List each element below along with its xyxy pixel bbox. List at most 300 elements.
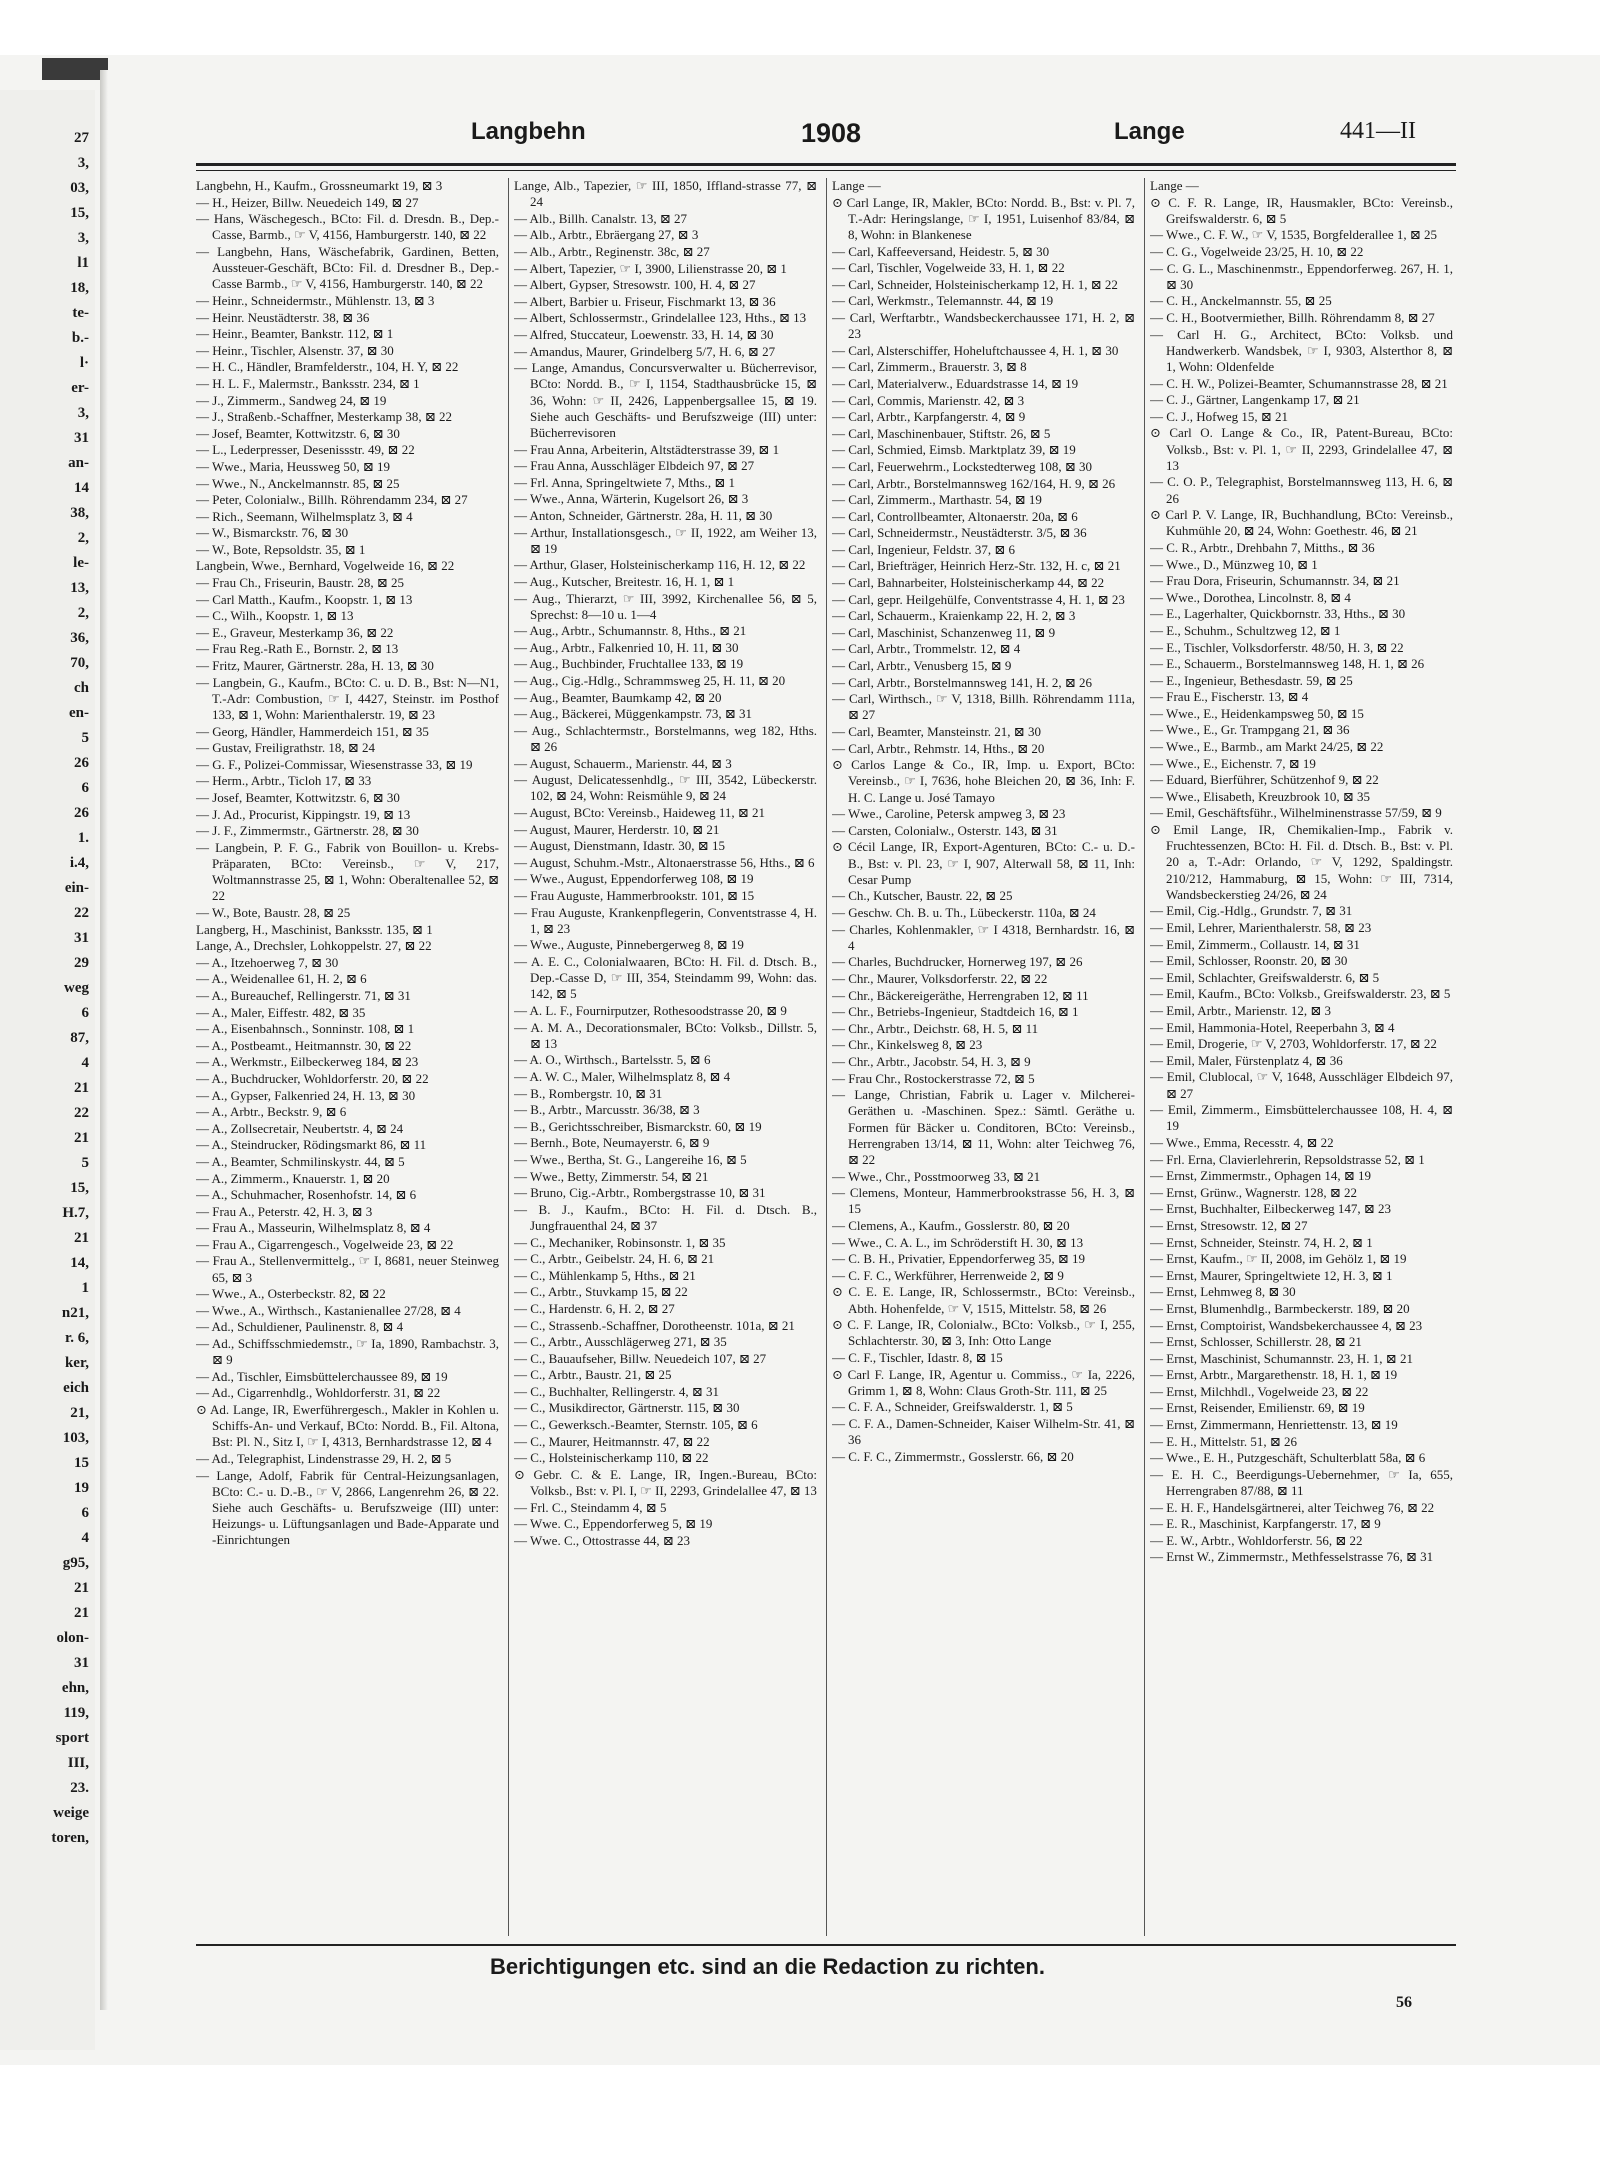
directory-entry: Langberg, H., Maschinist, Banksstr. 135, ⊠ 1 <box>196 921 433 937</box>
directory-entry: — A., Steindrucker, Rödingsmarkt 86, ⊠ 11 <box>196 1137 427 1153</box>
directory-entry: — Heinr. Neustädterstr. 38, ⊠ 36 <box>196 309 370 325</box>
directory-entry: — Ernst, Milchhdl., Vogelweide 23, ⊠ 22 <box>1150 1383 1369 1399</box>
directory-entry: ⊙ Ad. Lange, IR, Ewerführergesch., Makler in Kohlen u. Schiffs-An- und Verkauf, BCto: Nordd. B., Fil. Altona, Bst: Pl. N., Sitz I, ☞ I, 4313, Bernhardstrasse 12, ⊠ 4 <box>196 1402 499 1450</box>
directory-entry: — Wwe., A., Osterbeckstr. 82, ⊠ 22 <box>196 1286 386 1302</box>
directory-entry: — A. E. C., Colonialwaaren, BCto: H. Fil. d. Dtsch. B., Dep.-Casse D, ☞ III, 354, Steindamm 99, Wohn: das. 142, ⊠ 5 <box>514 954 817 1002</box>
prev-page-fragment: olon- <box>56 1630 89 1646</box>
directory-entry: — Emil, Geschäftsführ., Wilhelminenstrasse 57/59, ⊠ 9 <box>1150 805 1442 821</box>
prev-page-fragment: ehn, <box>61 1680 89 1696</box>
prev-page-fragment: 31 <box>74 930 89 946</box>
prev-page-fragment: 4 <box>81 1530 89 1546</box>
directory-entry: — Wwe., Auguste, Pinnebergerweg 8, ⊠ 19 <box>514 937 744 953</box>
directory-entry: — Frau E., Fischerstr. 13, ⊠ 4 <box>1150 689 1309 705</box>
prev-page-fragment: 6 <box>81 1005 89 1021</box>
column-4 <box>1150 178 1453 1936</box>
directory-entry: — Charles, Kohlenmakler, ☞ I 4318, Bernhardstr. 16, ⊠ 4 <box>832 921 1135 953</box>
column-divider <box>1144 178 1145 1936</box>
directory-entry: — C. H. W., Polizei-Beamter, Schumannstrasse 28, ⊠ 21 <box>1150 375 1448 391</box>
directory-entry: — C., Holsteinischerkamp 110, ⊠ 22 <box>514 1450 709 1466</box>
directory-entry: — Ad., Schuldiener, Paulinenstr. 8, ⊠ 4 <box>196 1319 404 1335</box>
directory-entry: — Carl, Materialverw., Eduardstrasse 14, ⊠ 19 <box>832 375 1079 391</box>
directory-entry: — Frl. Anna, Springeltwiete 7, Mths., ⊠ 1 <box>514 474 736 490</box>
directory-entry: — Wwe., E., Barmb., am Markt 24/25, ⊠ 22 <box>1150 739 1384 755</box>
directory-entry: — Gustav, Freiligrathstr. 18, ⊠ 24 <box>196 740 376 756</box>
directory-entry: — C., Strassenb.-Schaffner, Dorotheenstr. 101a, ⊠ 21 <box>514 1317 795 1333</box>
column-divider <box>508 178 509 1936</box>
directory-entry: — A. L. F., Fournirputzer, Rothesoodstrasse 20, ⊠ 9 <box>514 1003 787 1018</box>
prev-page-fragment: 19 <box>74 1480 89 1496</box>
directory-entry: — A., Arbtr., Beckstr. 9, ⊠ 6 <box>196 1104 347 1120</box>
directory-entry: — Clemens, A., Kaufm., Gosslerstr. 80, ⊠ 20 <box>832 1217 1070 1233</box>
directory-entry: — Emil, Zimmerm., Collaustr. 14, ⊠ 31 <box>1150 936 1360 952</box>
directory-entry: — Carl, Arbtr., Borstelmannsweg 162/164, H. 9, ⊠ 26 <box>832 475 1116 491</box>
directory-entry: — Ernst, Zimmermann, Henriettenstr. 13, ⊠ 19 <box>1150 1417 1398 1433</box>
column-divider <box>826 178 827 1936</box>
directory-entry: — Frau Auguste, Hammerbrookstr. 101, ⊠ 15 <box>514 888 755 904</box>
directory-entry: — C. H., Anckelmannstr. 55, ⊠ 25 <box>1150 293 1332 309</box>
directory-entry: — Wwe., N., Anckelmannstr. 85, ⊠ 25 <box>196 475 400 491</box>
directory-entry: — Emil, Cig.-Hdlg., Grundstr. 7, ⊠ 31 <box>1150 903 1353 919</box>
directory-entry: — C., Buchhalter, Rellingerstr. 4, ⊠ 31 <box>514 1383 719 1399</box>
directory-entry: — Carl, Briefträger, Heinrich Herz-Str. 132, H. c, ⊠ 21 <box>832 558 1121 574</box>
directory-entry: — Ernst W., Zimmermstr., Methfesselstrasse 76, ⊠ 31 <box>1150 1549 1434 1565</box>
directory-entry: — Emil, Schlachter, Greifswalderstr. 6, ⊠ 5 <box>1150 969 1380 985</box>
directory-entry: — C., Mechaniker, Robinsonstr. 1, ⊠ 35 <box>514 1234 726 1250</box>
directory-entry: — Langbein, G., Kaufm., BCto: C. u. D. B., Bst: N—N1, T.-Adr: Combustion, ☞ I, 4427, Steinstr. im Posthof 133, ⊠ 1, Wohn: Marienthalerstr. 19, ⊠ 23 <box>196 674 499 723</box>
prev-page-fragment: 31 <box>74 1655 89 1671</box>
directory-entry: — H., Heizer, Billw. Neuedeich 149, ⊠ 27 <box>196 194 419 210</box>
prev-page-fragment: 31 <box>74 430 89 446</box>
prev-page-fragment: 14 <box>74 480 89 496</box>
directory-entry: — Carl, Wirthsch., ☞ V, 1318, Billh. Röhrendamm 111a, ⊠ 27 <box>832 691 1135 723</box>
column-3 <box>832 178 1135 1936</box>
column-1 <box>196 178 499 1936</box>
directory-entry: — Albert, Schlossermstr., Grindelallee 123, Hths., ⊠ 13 <box>514 310 807 326</box>
directory-entry: — Carl, Arbtr., Trommelstr. 12, ⊠ 4 <box>832 641 1021 657</box>
directory-entry: — Carl, Schmied, Eimsb. Marktplatz 39, ⊠ 19 <box>832 442 1076 458</box>
directory-entry: — Alb., Arbtr., Ebräergang 27, ⊠ 3 <box>514 227 699 243</box>
prev-page-fragment: 26 <box>74 805 89 821</box>
directory-entry: — Peter, Colonialw., Billh. Röhrendamm 234, ⊠ 27 <box>196 492 468 508</box>
prev-page-fragment: 15, <box>70 1180 89 1196</box>
header-rule-thin <box>196 170 1456 171</box>
directory-entry: — Frl. C., Steindamm 4, ⊠ 5 <box>514 1499 667 1515</box>
directory-entry: — Carl, Feuerwehrm., Lockstedterweg 108, ⊠ 30 <box>832 458 1092 474</box>
directory-entry: — Wwe., C. F. W., ☞ V, 1535, Borgfelderallee 1, ⊠ 25 <box>1150 227 1438 243</box>
directory-entry: — C. O. P., Telegraphist, Borstelmannsweg 113, H. 6, ⊠ 26 <box>1150 474 1453 506</box>
directory-entry: — Aug., Thierarzt, ☞ III, 3992, Kirchenallee 56, ⊠ 5, Sprechst: 8—10 u. 1—4 <box>514 590 817 622</box>
directory-entry: — B., Gerichtsschreiber, Bismarckstr. 60, ⊠ 19 <box>514 1118 762 1134</box>
directory-entry: — Carl, Werftarbtr., Wandsbeckerchaussee 171, H. 2, ⊠ 23 <box>832 309 1135 342</box>
directory-entry: — Ernst, Reisender, Emilienstr. 69, ⊠ 19 <box>1150 1400 1365 1416</box>
directory-entry: — Ernst, Maurer, Springeltwiete 12, H. 3, ⊠ 1 <box>1150 1267 1393 1283</box>
prev-page-fragment: weige <box>53 1805 89 1821</box>
directory-entry: — A., Weidenallee 61, H. 2, ⊠ 6 <box>196 971 367 987</box>
directory-entry: — Frau Reg.-Rath E., Bornstr. 2, ⊠ 13 <box>196 641 399 657</box>
directory-entry: — Wwe., Caroline, Petersk ampweg 3, ⊠ 23 <box>832 806 1066 822</box>
scan-tab-marker <box>42 58 108 80</box>
directory-entry: — A., Werkmstr., Eilbeckerweg 184, ⊠ 23 <box>196 1054 419 1070</box>
directory-entry: ⊙ C. F. R. Lange, IR, Hausmakler, BCto: Vereinsb., Greifswalderstr. 6, ⊠ 5 <box>1150 194 1453 226</box>
directory-entry: ⊙ Gebr. C. & E. Lange, IR, Ingen.-Bureau, BCto: Volksb., Bst: v. Pl. I, ☞ II, 2293, Grindelallee 47, ⊠ 13 <box>514 1466 817 1499</box>
directory-entry: — Frau A., Masseurin, Wilhelmsplatz 8, ⊠ 4 <box>196 1220 431 1236</box>
prev-page-fragment: r. 6, <box>64 1330 89 1346</box>
directory-entry: — Ernst, Schneider, Steinstr. 74, H. 2, ⊠ 1 <box>1150 1234 1373 1250</box>
directory-entry: — Wwe., Elisabeth, Kreuzbrook 10, ⊠ 35 <box>1150 788 1371 804</box>
directory-entry: — E. W., Arbtr., Wohldorferstr. 56, ⊠ 22 <box>1150 1532 1363 1548</box>
directory-entry: — B., Rombergstr. 10, ⊠ 31 <box>514 1085 663 1101</box>
prev-page-fragment: 22 <box>74 905 89 921</box>
directory-entry: — Amandus, Maurer, Grindelberg 5/7, H. 6, ⊠ 27 <box>514 343 776 359</box>
directory-page <box>196 108 1456 2011</box>
directory-entry: — Bruno, Cig.-Arbtr., Rombergstrasse 10, ⊠ 31 <box>514 1185 766 1201</box>
directory-entry: — Aug., Kutscher, Breitestr. 16, H. 1, ⊠ 1 <box>514 573 735 589</box>
directory-entry: — G. F., Polizei-Commissar, Wiesenstrasse 33, ⊠ 19 <box>196 756 473 772</box>
prev-page-fragment: 21 <box>74 1580 89 1596</box>
prev-page-fragment: 103, <box>62 1430 89 1446</box>
prev-page-fragment: 15 <box>74 1455 89 1471</box>
prev-page-fragment: 23. <box>70 1780 89 1796</box>
directory-entry: — Fritz, Maurer, Gärtnerstr. 28a, H. 13, ⊠ 30 <box>196 658 434 674</box>
prev-page-fragment: 2, <box>77 605 89 621</box>
prev-page-fragment: le- <box>73 555 89 571</box>
directory-entry: — Ad., Schiffsschmiedemstr., ☞ Ia, 1890, Rambachstr. 3, ⊠ 9 <box>196 1336 499 1368</box>
directory-entry: — Frau A., Peterstr. 42, H. 3, ⊠ 3 <box>196 1203 373 1219</box>
directory-entry: — L., Lederpresser, Desenissstr. 49, ⊠ 22 <box>196 442 415 458</box>
directory-entry: — E., Schuhm., Schultzweg 12, ⊠ 1 <box>1150 622 1341 638</box>
directory-entry: — A., Zollsecretair, Neubertstr. 4, ⊠ 24 <box>196 1120 404 1136</box>
directory-entry: — Frau Auguste, Krankenpflegerin, Conventstrasse 4, H. 1, ⊠ 23 <box>514 904 817 936</box>
directory-entry: — Carl, Bahnarbeiter, Holsteinischerkamp 44, ⊠ 22 <box>832 575 1105 591</box>
directory-entry: ⊙ Carl Lange, IR, Makler, BCto: Nordd. B., Bst: v. Pl. 7, T.-Adr: Heringslange, ☞ I, 1951, Luisenhof 83/84, ⊠ 8, Wohn: in Blankenese <box>832 194 1135 242</box>
directory-entry: — Ernst, Blumenhdlg., Barmbeckerstr. 189, ⊠ 20 <box>1150 1300 1410 1316</box>
prev-page-fragment: 18, <box>70 280 89 296</box>
directory-entry: — C. H., Bootvermiether, Billh. Röhrendamm 8, ⊠ 27 <box>1150 309 1435 325</box>
page-number: 56 <box>1396 1994 1412 2011</box>
directory-entry: — Chr., Kinkelsweg 8, ⊠ 23 <box>832 1037 983 1053</box>
directory-entry: — Bernh., Bote, Neumayerstr. 6, ⊠ 9 <box>514 1135 710 1151</box>
directory-entry: — Emil, Maler, Fürstenplatz 4, ⊠ 36 <box>1150 1052 1343 1068</box>
directory-entry: — C. F. A., Damen-Schneider, Kaiser Wilhelm-Str. 41, ⊠ 36 <box>832 1415 1135 1448</box>
prev-page-fragment: 21 <box>74 1230 89 1246</box>
directory-entry: — C. G., Vogelweide 23/25, H. 10, ⊠ 22 <box>1150 243 1364 259</box>
footer-rule <box>196 1944 1456 1946</box>
directory-entry: — A., Beamter, Schmilinskystr. 44, ⊠ 5 <box>196 1153 405 1169</box>
directory-entry: — E., Tischler, Volksdorferstr. 48/50, H. 3, ⊠ 22 <box>1150 639 1404 655</box>
directory-entry: — Carl, Controllbeamter, Altonaerstr. 20a, ⊠ 6 <box>832 508 1078 524</box>
directory-entry: — C., Mühlenkamp 5, Hths., ⊠ 21 <box>514 1267 696 1283</box>
directory-entry: — Heinr., Beamter, Bankstr. 112, ⊠ 1 <box>196 326 394 342</box>
directory-entry: — A. W. C., Maler, Wilhelmsplatz 8, ⊠ 4 <box>514 1068 731 1084</box>
directory-entry: — C. F. C., Werkführer, Herrenweide 2, ⊠ 9 <box>832 1267 1064 1283</box>
directory-entry: — Wwe., E., Gr. Trampgang 21, ⊠ 36 <box>1150 722 1350 738</box>
directory-entry: — Langbehn, Hans, Wäschefabrik, Gardinen, Betten, Aussteuer-Geschäft, BCto: Fil. d. Dresdner B., Dep.-Casse Barmb., ☞ V, 4156, Hamburgerstr. 140, ⊠ 22 <box>196 243 499 292</box>
directory-entry: — C., Arbtr., Baustr. 21, ⊠ 25 <box>514 1367 672 1383</box>
prev-page-fragment: i.4, <box>69 855 89 871</box>
directory-entry: — Arthur, Installationsgesch., ☞ II, 1922, am Weiher 13, ⊠ 19 <box>514 524 817 556</box>
directory-entry: — Wwe., Anna, Wärterin, Kugelsort 26, ⊠ 3 <box>514 491 749 507</box>
directory-entry: ⊙ Emil Lange, IR, Chemikalien-Imp., Fabrik v. Fruchtessenzen, BCto: H. Fil. d. Dtsch. B., Bst: v. Pl. 20 a, T.-Adr: Orlando, ☞ V, 1292, Spaldingstr. 210/212, Hammaburg, ⊠ 15, Wohn: ☞ III, 7314, Wandsbeckerstieg 24/26, ⊠ 24 <box>1150 822 1453 902</box>
prev-page-fragment: l· <box>79 355 89 371</box>
directory-entry: — J., Zimmerm., Sandweg 24, ⊠ 19 <box>196 392 387 408</box>
directory-entry: — Emil, Lehrer, Marienthalerstr. 58, ⊠ 23 <box>1150 920 1372 936</box>
directory-entry: — Wwe., Chr., Posstmoorweg 33, ⊠ 21 <box>832 1168 1041 1184</box>
directory-entry: — Carl, Arbtr., Borstelmannsweg 141, H. 2, ⊠ 26 <box>832 674 1093 690</box>
header-year: 1908 <box>801 118 862 148</box>
directory-entry: — Emil, Hammonia-Hotel, Reeperbahn 3, ⊠ 4 <box>1150 1019 1395 1035</box>
prev-page-fragment: ein- <box>64 880 89 896</box>
directory-entry: — Wwe., Emma, Recesstr. 4, ⊠ 22 <box>1150 1134 1334 1150</box>
directory-entry: — C. R., Arbtr., Drehbahn 7, Mitths., ⊠ 36 <box>1150 539 1375 555</box>
directory-entry: ⊙ Cécil Lange, IR, Export-Agenturen, BCto: C.- u. D.-B., Bst: v. Pl. 23, ☞ I, 907, Alterwall 58, ⊠ 11, Inh: Cesar Pump <box>832 839 1135 887</box>
directory-entry: — Chr., Maurer, Volksdorferstr. 22, ⊠ 22 <box>832 970 1048 986</box>
directory-entry: — Aug., Bäckerei, Müggenkampstr. 73, ⊠ 31 <box>514 706 752 722</box>
directory-entry: — August, Schuhm.-Mstr., Altonaerstrasse 56, Hths., ⊠ 6 <box>514 854 815 870</box>
prev-page-fragment: b.- <box>71 330 89 346</box>
directory-entry: ⊙ Carl F. Lange, IR, Agentur u. Commiss., ☞ Ia, 2226, Grimm 1, ⊠ 8, Wohn: Claus Groth-Str. 111, ⊠ 25 <box>832 1366 1135 1398</box>
directory-entry: — August, Dienstmann, Idastr. 30, ⊠ 15 <box>514 838 725 854</box>
directory-entry: — Anton, Schneider, Gärtnerstr. 28a, H. 11, ⊠ 30 <box>514 507 773 523</box>
directory-entry: Lange, Alb., Tapezier, ☞ III, 1850, Iffland-strasse 77, ⊠ 24 <box>514 178 817 210</box>
prev-page-fragment: 29 <box>74 955 89 971</box>
directory-entry: ⊙ Carl P. V. Lange, IR, Buchhandlung, BCto: Vereinsb., Kuhmühle 20, ⊠ 24, Wohn: Goethestr. 46, ⊠ 21 <box>1150 507 1453 539</box>
directory-entry: — Wwe., Betty, Zimmerstr. 54, ⊠ 21 <box>514 1168 709 1184</box>
directory-entry: — H. C., Händler, Bramfelderstr., 104, H. Y, ⊠ 22 <box>196 359 459 375</box>
prev-page-fragment: 36, <box>70 630 89 646</box>
directory-entry: — Ernst, Comptoirist, Wandsbekerchaussee 4, ⊠ 23 <box>1150 1317 1423 1333</box>
directory-entry: — J., Straßenb.-Schaffner, Mesterkamp 38, ⊠ 22 <box>196 409 452 425</box>
prev-page-fragment: 2, <box>77 530 89 546</box>
directory-entry: — Wwe., E. H., Putzgeschäft, Schulterblatt 58a, ⊠ 6 <box>1150 1450 1426 1466</box>
directory-entry: — E. H. C., Beerdigungs-Uebernehmer, ☞ Ia, 655, Herrengraben 87/88, ⊠ 11 <box>1150 1466 1453 1499</box>
directory-entry: — Ernst, Maschinist, Schumannstr. 23, H. 1, ⊠ 21 <box>1150 1350 1413 1366</box>
directory-entry: — Wwe., Bertha, St. G., Langereihe 16, ⊠ 5 <box>514 1151 747 1167</box>
directory-entry: — C. B. H., Privatier, Eppendorferweg 35, ⊠ 19 <box>832 1251 1085 1267</box>
prev-page-fragment: 21 <box>74 1080 89 1096</box>
directory-entry: — A., Postbeamt., Heitmannstr. 30, ⊠ 22 <box>196 1037 412 1053</box>
directory-entry: — Chr., Betriebs-Ingenieur, Stadtdeich 16, ⊠ 1 <box>832 1004 1079 1020</box>
prev-page-fragment: 21 <box>74 1130 89 1146</box>
prev-page-fragment: 26 <box>74 755 89 771</box>
column-2 <box>514 178 817 1936</box>
prev-page-fragment: 27 <box>74 130 89 146</box>
prev-page-fragment: an- <box>68 455 89 471</box>
directory-entry: — Ernst, Lehmweg 8, ⊠ 30 <box>1150 1284 1296 1300</box>
prev-page-fragment: ker, <box>64 1355 89 1371</box>
directory-entry: — A., Schuhmacher, Rosenhofstr. 14, ⊠ 6 <box>196 1187 417 1203</box>
directory-entry: — C. F., Tischler, Idastr. 8, ⊠ 15 <box>832 1349 1003 1365</box>
directory-entry: — August, Maurer, Herderstr. 10, ⊠ 21 <box>514 821 720 837</box>
directory-entry: — Wwe., Maria, Heussweg 50, ⊠ 19 <box>196 458 391 474</box>
directory-entry: Langbehn, H., Kaufm., Grossneumarkt 19, ⊠ 3 <box>196 178 443 193</box>
prev-page-fragment: 3, <box>77 230 89 246</box>
directory-entry: — Aug., Schlachtermstr., Borstelmanns, weg 182, Hths. ⊠ 26 <box>514 722 817 755</box>
directory-entry: — E. R., Maschinist, Karpfangerstr. 17, ⊠ 9 <box>1150 1516 1381 1532</box>
directory-entry: — C., Arbtr., Geibelstr. 24, H. 6, ⊠ 21 <box>514 1251 715 1267</box>
directory-entry: — B., Arbtr., Marcusstr. 36/38, ⊠ 3 <box>514 1102 700 1118</box>
prev-page-fragment: 5 <box>81 730 89 746</box>
directory-entry: — E., Lagerhalter, Quickbornstr. 33, Hths., ⊠ 30 <box>1150 606 1406 622</box>
directory-entry: — Herm., Arbtr., Ticloh 17, ⊠ 33 <box>196 773 372 789</box>
directory-entry: — Carl, Werkmstr., Telemannstr. 44, ⊠ 19 <box>832 293 1054 309</box>
prev-page-fragment: 87, <box>70 1030 89 1046</box>
directory-entry: — Ad., Telegraphist, Lindenstrasse 29, H. 2, ⊠ 5 <box>196 1451 452 1467</box>
page-header <box>196 108 1456 153</box>
directory-entry: — C., Arbtr., Ausschlägerweg 271, ⊠ 35 <box>514 1334 727 1350</box>
directory-entry: — A., Gypser, Falkenried 24, H. 13, ⊠ 30 <box>196 1087 416 1103</box>
directory-entry: — C., Wilh., Koopstr. 1, ⊠ 13 <box>196 608 354 624</box>
directory-entry: — Eduard, Bierführer, Schützenhof 9, ⊠ 22 <box>1150 772 1379 788</box>
directory-entry: — Carl, Tischler, Vogelweide 33, H. 1, ⊠ 22 <box>832 260 1065 276</box>
directory-entry: — C., Arbtr., Stuvkamp 15, ⊠ 22 <box>514 1284 688 1300</box>
prev-page-fragment: III, <box>67 1755 89 1771</box>
directory-entry: — Carl, gepr. Heilgehülfe, Conventstrasse 4, H. 1, ⊠ 23 <box>832 591 1125 607</box>
directory-entry: — Ernst, Buchhalter, Eilbeckerweg 147, ⊠ 23 <box>1150 1201 1392 1217</box>
directory-entry: — Carl, Maschinist, Schanzenweg 11, ⊠ 9 <box>832 624 1056 640</box>
prev-page-fragment: 3, <box>77 155 89 171</box>
header-left-name: Langbehn <box>471 118 586 145</box>
directory-entry: — E., Schauerm., Borstelmannsweg 148, H. 1, ⊠ 26 <box>1150 656 1425 672</box>
prev-page-fragment: en- <box>69 705 89 721</box>
directory-entry: — Wwe. C., Eppendorferweg 5, ⊠ 19 <box>514 1516 713 1532</box>
prev-page-fragment: eich <box>63 1380 89 1396</box>
header-page-number: 441—II <box>1340 118 1416 144</box>
directory-entry: — Frau Chr., Rostockerstrasse 72, ⊠ 5 <box>832 1070 1035 1086</box>
directory-entry: — Carl, Zimmerm., Brauerstr. 3, ⊠ 8 <box>832 359 1027 375</box>
directory-entry: — Carl, Commis, Marienstr. 42, ⊠ 3 <box>832 392 1025 408</box>
directory-entry: — E., Graveur, Mesterkamp 36, ⊠ 22 <box>196 624 394 640</box>
directory-entry: — Carl, Schneider, Holsteinischerkamp 12, H. 1, ⊠ 22 <box>832 276 1118 292</box>
directory-entry: — B. J., Kaufm., BCto: H. Fil. d. Dtsch. B., Jungfrauenthal 24, ⊠ 37 <box>514 1201 817 1233</box>
prev-page-fragment: 03, <box>70 180 89 196</box>
directory-entry: — C. F. A., Schneider, Greifswalderstr. 1, ⊠ 5 <box>832 1399 1073 1415</box>
directory-entry: Lange — <box>1150 178 1199 193</box>
directory-entry: Lange, A., Drechsler, Lohkoppelstr. 27, ⊠ 22 <box>196 938 432 954</box>
directory-entry: — C., Hardenstr. 6, H. 2, ⊠ 27 <box>514 1300 675 1316</box>
directory-entry: — Wwe., A., Wirthsch., Kastanienallee 27/28, ⊠ 4 <box>196 1302 461 1318</box>
directory-entry: — Rich., Seemann, Wilhelmsplatz 3, ⊠ 4 <box>196 508 413 524</box>
directory-entry: — Carl H. G., Architect, BCto: Volksb. und Handwerkerb. Wandsbek, ☞ I, 9303, Alsterthor 8, ⊠ 1, Wohn: Oldenfelde <box>1150 326 1453 374</box>
directory-entry: — Emil, Arbtr., Marienstr. 12, ⊠ 3 <box>1150 1003 1331 1018</box>
directory-entry: — Frau Anna, Ausschläger Elbdeich 97, ⊠ 27 <box>514 458 755 474</box>
directory-entry: — August, Delicatessenhdlg., ☞ III, 3542, Lübeckerstr. 102, ⊠ 24, Wohn: Reismühle 9, ⊠ 24 <box>514 772 817 804</box>
directory-entry: — Ernst, Arbtr., Margarethenstr. 18, H. 1, ⊠ 19 <box>1150 1367 1398 1383</box>
directory-entry: — Lange, Amandus, Concursverwalter u. Bücherrevisor, BCto: Nordd. B., ☞ I, 1154, Stadthausbrücke 15, ⊠ 36, Wohn: ☞ II, 2426, Lappenbergsallee 15, ⊠ 19. Siehe auch Geschäfts- und Berufszweige (III) unter: Bücherrevisoren <box>514 360 817 440</box>
prev-page-fragment: 1. <box>77 830 89 846</box>
directory-entry: — Carl, Kaffeeversand, Heidestr. 5, ⊠ 30 <box>832 243 1050 259</box>
directory-entry: — Carl, Arbtr., Rehmstr. 14, Hths., ⊠ 20 <box>832 740 1045 756</box>
directory-entry: — August, BCto: Vereinsb., Haideweg 11, ⊠ 21 <box>514 805 766 821</box>
directory-entry: — Ad., Cigarrenhdlg., Wohldorferstr. 31, ⊠ 22 <box>196 1385 441 1401</box>
directory-entry: — Emil, Zimmerm., Eimsbüttelerchaussee 108, H. 4, ⊠ 19 <box>1150 1102 1453 1134</box>
directory-entry: — August, Schauerm., Marienstr. 44, ⊠ 3 <box>514 755 732 771</box>
directory-entry: — Ch., Kutscher, Baustr. 22, ⊠ 25 <box>832 888 1013 904</box>
directory-entry: Lange — <box>832 178 881 193</box>
directory-entry: — C. J., Hofweg 15, ⊠ 21 <box>1150 408 1288 424</box>
directory-entry: — Hans, Wäschegesch., BCto: Fil. d. Dresdn. B., Dep.-Casse, Barmb., ☞ V, 4156, Hamburgerstr. 140, ⊠ 22 <box>196 211 499 243</box>
prev-page-fragment: n21, <box>61 1305 89 1321</box>
directory-entry: — Frau Dora, Friseurin, Schumannstr. 34, ⊠ 21 <box>1150 573 1400 589</box>
directory-entry: ⊙ C. F. Lange, IR, Colonialw., BCto: Volksb., ☞ I, 255, Schlachterstr. 30, ⊠ 3, Inh: Otto Lange <box>832 1317 1135 1349</box>
directory-entry: — Geschw. Ch. B. u. Th., Lübeckerstr. 110a, ⊠ 24 <box>832 905 1096 920</box>
directory-entry: — Carl, Beamter, Mansteinstr. 21, ⊠ 30 <box>832 724 1041 740</box>
directory-entry: — Aug., Arbtr., Falkenried 10, H. 11, ⊠ 30 <box>514 639 739 655</box>
directory-entry: — J. F., Zimmermstr., Gärtnerstr. 28, ⊠ 30 <box>196 823 419 839</box>
directory-entry: — Frau Ch., Friseurin, Baustr. 28, ⊠ 25 <box>196 575 405 591</box>
directory-entry: — W., Bote, Baustr. 28, ⊠ 25 <box>196 905 351 920</box>
directory-entry: — J. Ad., Procurist, Kippingstr. 19, ⊠ 13 <box>196 806 411 822</box>
directory-entry: — Emil, Kaufm., BCto: Volksb., Greifswalderstr. 23, ⊠ 5 <box>1150 986 1451 1002</box>
prev-page-fragment: 21 <box>74 1605 89 1621</box>
header-rule <box>196 163 1456 166</box>
directory-entry: — Lange, Christian, Fabrik u. Lager v. Milcherei-Geräthen u. -Maschinen. Spez.: Sämtl. Geräthe u. Formen für Bäcker u. Conditoren, BCto: Vereinsb., Herrengraben 13/14, ⊠ 11, Wohn: alter Teichweg 76, ⊠ 22 <box>832 1087 1135 1167</box>
directory-entry: — Frau Anna, Arbeiterin, Altstädterstrasse 39, ⊠ 1 <box>514 441 780 457</box>
directory-entry: — W., Bismarckstr. 76, ⊠ 30 <box>196 525 349 541</box>
directory-entry: Langbein, Wwe., Bernhard, Vogelweide 16, ⊠ 22 <box>196 558 455 574</box>
footer-notice: Berichtigungen etc. sind an die Redaction zu richten. <box>490 1954 1045 1979</box>
directory-entry: — Ernst, Kaufm., ☞ II, 2008, im Gehölz 1, ⊠ 19 <box>1150 1251 1407 1267</box>
directory-entry: — Alfred, Stuccateur, Loewenstr. 33, H. 14, ⊠ 30 <box>514 326 774 342</box>
prev-page-fragment: 6 <box>81 780 89 796</box>
directory-entry: — Aug., Arbtr., Schumannstr. 8, Hths., ⊠ 21 <box>514 623 747 639</box>
directory-entry: — Heinr., Schneidermstr., Mühlenstr. 13, ⊠ 3 <box>196 292 435 308</box>
directory-entry: — W., Bote, Repsoldstr. 35, ⊠ 1 <box>196 541 366 557</box>
directory-entry: — A., Bureauchef, Rellingerstr. 71, ⊠ 31 <box>196 987 411 1003</box>
previous-page-edge <box>0 90 95 2050</box>
directory-entry: — Alb., Arbtr., Reginenstr. 38c, ⊠ 27 <box>514 243 710 259</box>
directory-entry: — Aug., Buchbinder, Fruchtallee 133, ⊠ 19 <box>514 656 744 672</box>
prev-page-fragment: er- <box>71 380 89 396</box>
directory-entry: — Emil, Drogerie, ☞ V, 2703, Wohldorferstr. 17, ⊠ 22 <box>1150 1036 1437 1052</box>
directory-entry: — A., Maler, Eiffestr. 482, ⊠ 35 <box>196 1004 366 1020</box>
directory-entry: — A., Zimmerm., Knauerstr. 1, ⊠ 20 <box>196 1170 390 1186</box>
directory-entry: — Chr., Bäckereigeräthe, Herrengraben 12, ⊠ 11 <box>832 987 1089 1003</box>
prev-page-fragment: 1 <box>81 1280 89 1296</box>
prev-page-fragment: 70, <box>70 655 89 671</box>
prev-page-fragment: l1 <box>77 255 89 271</box>
prev-page-fragment: H.7, <box>62 1205 89 1221</box>
directory-entry: — Carl, Zimmerm., Marthastr. 54, ⊠ 19 <box>832 492 1042 508</box>
prev-page-fragment: 21, <box>70 1405 89 1421</box>
directory-entry: — E. H. F., Handelsgärtnerei, alter Teichweg 76, ⊠ 22 <box>1150 1499 1435 1515</box>
directory-entry: — Wwe., E., Eichenstr. 7, ⊠ 19 <box>1150 755 1316 771</box>
directory-entry: — Ad., Tischler, Eimsbüttelerchaussee 89, ⊠ 19 <box>196 1368 448 1384</box>
directory-entry: — C. F. C., Zimmermstr., Gosslerstr. 66, ⊠ 20 <box>832 1448 1074 1464</box>
prev-page-fragment: 13, <box>70 580 89 596</box>
prev-page-fragment: ch <box>74 680 89 696</box>
directory-entry: — Aug., Cig.-Hdlg., Schrammsweg 25, H. 11, ⊠ 20 <box>514 673 786 689</box>
directory-entry: — Aug., Beamter, Baumkamp 42, ⊠ 20 <box>514 689 722 705</box>
directory-entry: — E. H., Mittelstr. 51, ⊠ 26 <box>1150 1433 1298 1449</box>
directory-entry: — Emil, Schlosser, Roonstr. 20, ⊠ 30 <box>1150 953 1348 969</box>
directory-entry: — Wwe., August, Eppendorferweg 108, ⊠ 19 <box>514 871 754 887</box>
directory-entry: — A., Buchdrucker, Wohldorferstr. 20, ⊠ 22 <box>196 1070 429 1086</box>
directory-entry: — Ernst, Stresowstr. 12, ⊠ 27 <box>1150 1217 1308 1233</box>
prev-page-fragment: weg <box>64 980 89 996</box>
directory-entry: — H. L. F., Malermstr., Banksstr. 234, ⊠ 1 <box>196 375 420 391</box>
directory-entry: — Carl, Schneidermstr., Neustädterstr. 3/5, ⊠ 36 <box>832 525 1087 541</box>
directory-entry: — Wwe., Dorothea, Lincolnstr. 8, ⊠ 4 <box>1150 589 1351 605</box>
directory-entry: — Albert, Gypser, Stresowstr. 100, H. 4, ⊠ 27 <box>514 277 756 293</box>
directory-entry: — Clemens, Monteur, Hammerbrookstrasse 56, H. 3, ⊠ 15 <box>832 1185 1135 1217</box>
directory-entry: — Carl, Maschinenbauer, Stiftstr. 26, ⊠ 5 <box>832 425 1051 441</box>
directory-entry: — Georg, Händler, Hammerdeich 151, ⊠ 35 <box>196 723 429 739</box>
prev-page-fragment: 3, <box>77 405 89 421</box>
directory-entry: ⊙ Carlos Lange & Co., IR, Imp. u. Export, BCto: Vereinsb., ☞ I, 7636, hohe Bleichen 20, ⊠ 36, Inh: F. H. C. Lange u. José Tamayo <box>832 757 1135 805</box>
prev-page-fragment: 119, <box>63 1705 89 1721</box>
directory-entry: — A. O., Wirthsch., Bartelsstr. 5, ⊠ 6 <box>514 1052 711 1068</box>
directory-entry: — Carl, Arbtr., Karpfangerstr. 4, ⊠ 9 <box>832 409 1026 425</box>
